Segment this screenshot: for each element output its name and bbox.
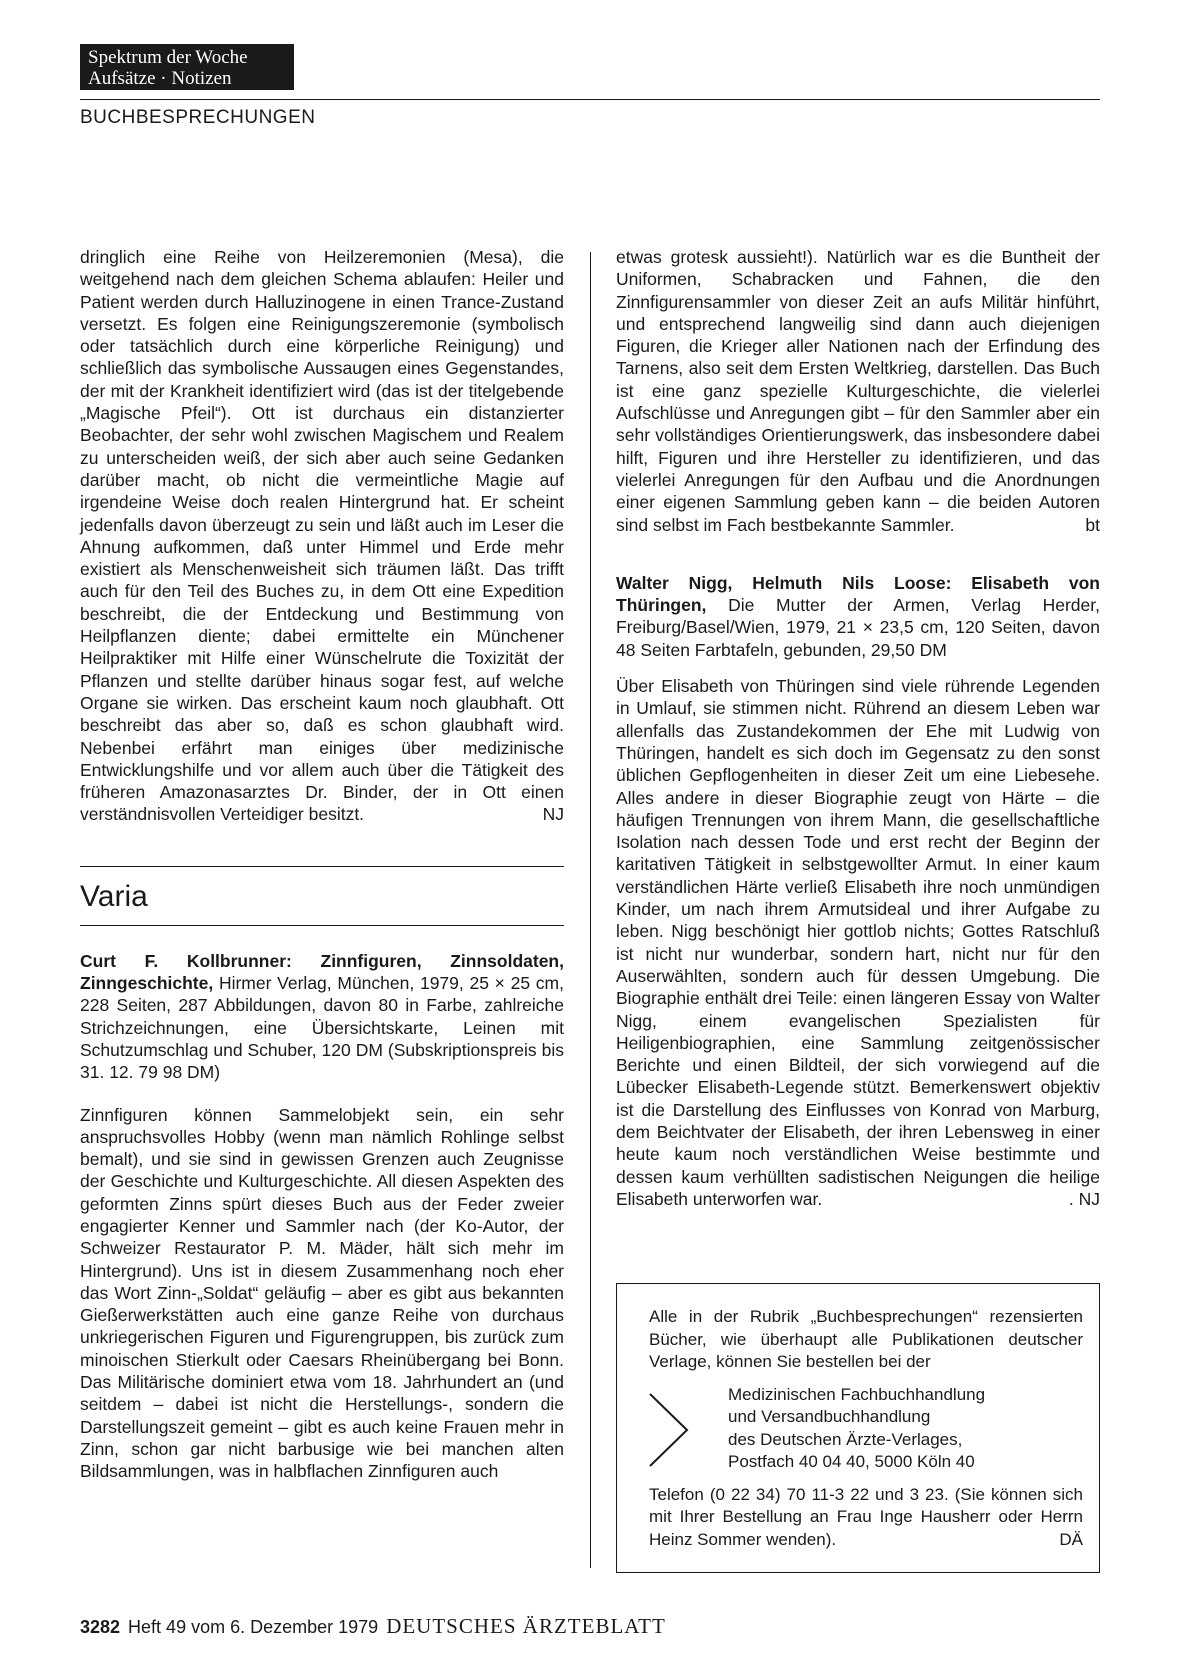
- address-line-3: des Deutschen Ärzte-Verlages,: [728, 1429, 963, 1449]
- right-column: [616, 246, 1100, 1210]
- book1-header: [80, 950, 564, 1084]
- header-rule: [80, 99, 1100, 100]
- book1-signature: bt: [1085, 514, 1100, 535]
- notice-address: [728, 1384, 985, 1474]
- book1-title: Curt F. Kollbrunner: Zinnfiguren, Zinnsoldaten, Zinngeschichte,: [80, 950, 564, 994]
- book2-review: [616, 675, 1100, 1210]
- address-line-4: Postfach 40 04 40, 5000 Köln 40: [728, 1452, 975, 1471]
- book2-title: Walter Nigg, Helmuth Nils Loose: Elisabeth von Thüringen,: [616, 572, 1100, 616]
- book1-review-part2: [616, 246, 1100, 536]
- book2-review-text: Über Elisabeth von Thüringen sind viele rührende Legenden in Umlauf, sie stimmen nicht. Rührend an diesem Leben war allenfalls das Zustandekommen der Ehe mit Ludwig von Thüringen, handelt es sich doch im Gegensatz zu den sonst üblichen Gepflogenheiten in dieser Zeit um eine Liebesehe. Alles andere in dieser Biographie zeugt von Härte – die häufigen Trennungen von ihrem Mann, die gesellschaftliche Isolation nach dessen Tode und erst recht der Beginn der karitativen Tätigkeit in selbstgewollter Armut. In einer kaum verständlichen Härte verließ Elisabeth ihre noch unmündigen Kinder, um nach ihrem Armutsideal und ihrer Aufgabe zu leben. Nigg beschönigt hier gottlob nichts; Gottes Ratschluß ist nicht nur wunderbar, sondern hart, nicht nur für den Auserwählten, sondern auch für dessen Umgebung. Die Biographie enthält drei Teile: einen längeren Essay von Walter Nigg, einem evangelischen Spezialisten für Heiligenbiographien, eine Sammlung zeitgenössischer Berichte und einen Bildteil, der sich vorwiegend auf die Lübecker Elisabeth-Legende stützt. Bemerkenswert objektiv ist die Darstellung des Einflusses von Konrad von Marburg, dem Beichtvater der Elisabeth, der ihren Lebensweg in einer heute kaum noch verständlichen Weise bestimmte und dessen kaum verhüllten sadistischen Neigungen die heilige Elisabeth unterworfen war.: [616, 676, 1100, 1209]
- badge-line-2: Aufsätze · Notizen: [88, 68, 232, 89]
- review-continued: [80, 246, 564, 826]
- address-line-1: Medizinischen Fachbuchhandlung: [728, 1384, 986, 1404]
- notice-signature: DÄ: [1059, 1529, 1083, 1549]
- page-number: 3282: [80, 1617, 121, 1637]
- section-label: BUCHBESPRECHUNGEN: [80, 107, 316, 128]
- notice-contact: [649, 1484, 1083, 1552]
- magazine-name: DEUTSCHES ÄRZTEBLATT: [386, 1614, 666, 1638]
- column-divider: [590, 252, 591, 1568]
- left-column: [80, 246, 564, 1483]
- badge-line-1: Spektrum der Woche: [88, 47, 248, 68]
- book1-review-part1: Zinnfiguren können Sammelobjekt sein, ein sehr anspruchsvolles Hobby (wenn man nämlich Rohlinge selbst bemalt), und sie sind in gewissen Grenzen auch Zeugnisse der Geschichte und Kulturgeschichte. All diesen Aspekten des geformten Zinns spürt dieses Buch aus der Feder zweier engagierter Kenner und Sammler nach (der Ko-Autor, der Schweizer Restaurator P. M. Mäder, hält sich mehr im Hintergrund). Uns ist in diesem Zusammenhang noch eher das Wort Zinn-„Soldat“ geläufig – aber es gibt aus bekannten Gießerwerkstätten auch eine ganze Reihe von durchaus unkriegerischen Figuren und Figurengruppen, bis zurück zum minoischen Stierkult oder Caesars Rheinübergang bei Bonn. Das Militärische dominiert etwa vom 18. Jahrhundert an (und seitdem – dabei ist nicht die Herstellungs-, sondern die Darstellungszeit gemeint – gibt es auch keine Frauen mehr in Zinn, schon gar nicht barbusige wie bei manchen alten Bildsammlungen, was in halbflachen Zinnfiguren auch: [80, 1104, 564, 1482]
- review-continued-text: dringlich eine Reihe von Heilzeremonien (Mesa), die weitgehend nach dem gleichen Schema ablaufen: Heiler und Patient werden durch Halluzinogene in einen Trance-Zustand versetzt. Es folgen eine Reinigungszeremonie (symbolisch oder tatsächlich durch eine körperliche Reinigung) und schließlich das symbolische Aussaugen eines Gegenstandes, der mit der Krankheit identifiziert wird (das ist der titelgebende „Magische Pfeil“). Ott ist durchaus ein distanzierter Beobachter, der sehr wohl zwischen Magischem und Realem zu unterscheiden weiß, der sich aber auch seine Gedanken darüber macht, ob nicht die vermeintliche Magie auf irgendeine Weise doch realen Hintergrund hat. Er scheint jedenfalls davon überzeugt zu sein und läßt auch im Leser die Ahnung aufkommen, daß unter Himmel und Erde mehr existiert als Menschenweisheit sich träumen läßt. Das trifft auch für den Teil des Buches zu, in dem Ott eine Expedition beschreibt, die der Entdeckung und Bestimmung von Heilpflanzen diente; dabei ermittelte ein Münchener Heilpraktiker mit Hilfe einer Wünschelrute die Toxizität der Pflanzen und stellte darüber hinaus sogar fest, auf welche Organe sie wirken. Das erscheint kaum noch glaubhaft. Ott beschreibt das aber so, daß es schon glaubhaft wird. Nebenbei erfährt man einiges über medizinische Entwicklungshilfe und vor allem auch über die Tätigkeit des früheren Amazonasarztes Dr. Binder, der in Ott einen verständnisvollen Verteidiger besitzt.: [80, 247, 564, 825]
- page-footer: [80, 1614, 666, 1639]
- ordering-notice-box: [616, 1283, 1100, 1573]
- varia-heading: Varia: [80, 879, 148, 913]
- varia-rule-bottom: [80, 925, 564, 926]
- issue-info: Heft 49 vom 6. Dezember 1979: [128, 1617, 379, 1637]
- triangle-outline-icon: [647, 1392, 691, 1468]
- book2-details: Die Mutter der Armen, Verlag Herder, Freiburg/Basel/Wien, 1979, 21 × 23,5 cm, 120 Seiten, davon 48 Seiten Farbtafeln, gebunden, 29,50 DM: [616, 595, 1100, 660]
- address-line-2: und Versandbuchhandlung: [728, 1407, 931, 1426]
- book2-signature: . NJ: [1068, 1188, 1100, 1209]
- section-badge: [80, 44, 294, 90]
- book1-details: Hirmer Verlag, München, 1979, 25 × 25 cm, 228 Seiten, 287 Abbildungen, davon 80 in Farbe, zahlreiche Strichzeichnungen, eine Übersichtskarte, Leinen mit Schutzumschlag und Schuber, 120 DM (Subskriptionspreis bis 31. 12. 79 98 DM): [80, 973, 564, 1083]
- book2-header: [616, 572, 1100, 661]
- varia-rule-top: [80, 866, 564, 867]
- review-continued-signature: NJ: [542, 804, 564, 825]
- notice-contact-text: Telefon (0 22 34) 70 11-3 22 und 3 23. (Sie können sich mit Ihrer Bestellung an Frau Inge Hausherr oder Herrn Heinz Sommer wenden).: [649, 1484, 1083, 1549]
- notice-address-block: [649, 1384, 1083, 1474]
- book1-review-part2-text: etwas grotesk aussieht!). Natürlich war es die Buntheit der Uniformen, Schabracken und Fahnen, die den Zinnfigurensammler von dieser Zeit an aufs Militär hinführt, und entsprechend langweilig sind dann auch diejenigen Figuren, die Krieger aller Nationen nach der Erfindung des Tarnens, also seit dem Ersten Weltkrieg, darstellen. Das Buch ist eine ganz spezielle Kulturgeschichte, die vielerlei Aufschlüsse und Anregungen gibt – für den Sammler aber ein sehr vollständiges Orientierungswerk, das insbesondere dabei hilft, Figuren und ihre Hersteller zu identifizieren, und das vielerlei Anregungen für den Aufbau und die Anordnungen einer eigenen Sammlung geben kann – die beiden Autoren sind selbst im Fach bestbekannte Sammler.: [616, 247, 1100, 535]
- notice-intro: Alle in der Rubrik „Buchbesprechungen“ rezensierten Bücher, wie überhaupt alle Publikationen deutscher Verlage, können Sie bestellen bei der: [649, 1307, 1083, 1371]
